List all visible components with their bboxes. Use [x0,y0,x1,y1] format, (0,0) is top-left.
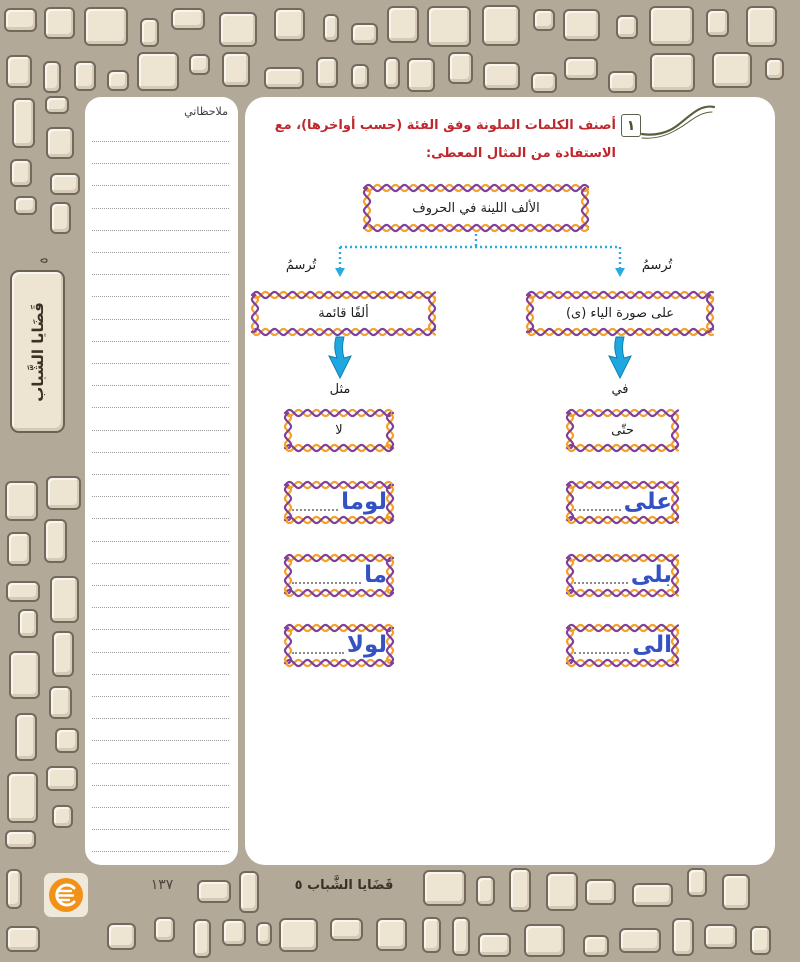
stone-tile [704,924,737,949]
stone-tile [750,926,771,955]
stone-tile [154,917,175,942]
stone-tile [650,53,695,92]
notes-ruled-line [92,652,229,653]
notes-ruled-line [92,185,229,186]
answer-dotted-line [574,509,621,511]
stone-tile [712,52,752,88]
stone-tile [387,6,419,43]
notes-ruled-line [92,407,229,408]
stone-tile [524,924,565,957]
stone-tile [583,935,609,957]
question-text-line-2: الاستفادة من المثال المعطى: [425,146,616,161]
connector-label-left: تُرسمُ [285,258,317,273]
stone-tile [55,728,79,753]
notes-ruled-line [92,629,229,630]
notes-ruled-line [92,296,229,297]
answer-field[interactable] [292,629,387,657]
notes-ruled-line [92,163,229,164]
stone-tile [222,52,250,87]
stone-tile [407,58,435,92]
notes-ruled-line [92,763,229,764]
notes-ruled-line [92,851,229,852]
stone-tile [5,481,38,521]
notes-ruled-line [92,674,229,675]
stone-tile [137,52,179,91]
answer-field[interactable] [574,629,672,657]
root-concept-box [362,183,590,233]
stone-tile [43,61,61,93]
notes-ruled-line [92,785,229,786]
category-label: ألفًا قائمة [318,306,369,321]
notes-ruled-line [92,563,229,564]
stone-tile [7,532,31,566]
stone-tile [531,72,557,93]
answer-box-left-2[interactable] [283,553,395,598]
page-number: ١٣٧ [150,877,174,893]
answer-box-right-2[interactable] [565,553,680,598]
answer-field[interactable] [574,559,672,587]
stone-tile [351,23,378,45]
answer-box-right-3[interactable] [565,623,680,668]
notes-ruled-line [92,385,229,386]
notes-ruled-line [92,474,229,475]
stone-tile [44,519,67,563]
stone-tile [608,71,637,93]
stone-tile [193,919,211,958]
answer-word: بلى [630,562,672,588]
notes-title: ملاحظاتي [184,105,228,118]
stone-tile [6,869,22,909]
stone-tile [222,919,246,946]
stone-tile [264,67,304,89]
stone-tile [15,713,37,761]
stone-tile [476,876,495,906]
stone-tile [12,98,35,148]
stone-tile [18,609,38,638]
answer-word: على [623,489,672,515]
stone-tile [746,6,777,47]
answer-word: الى [632,632,672,658]
category-box-left [250,290,437,337]
notes-ruled-line [92,740,229,741]
stone-tile [672,918,694,956]
notes-ruled-line [92,319,229,320]
answer-word: لولا [346,632,387,658]
stone-tile [44,7,75,39]
answer-box-left-3[interactable] [283,623,395,668]
stone-tile [765,58,784,80]
publisher-logo-icon [42,871,90,919]
stone-tile [49,686,72,719]
stone-tile [722,874,750,910]
stone-tile [52,805,73,828]
stone-tile [46,127,74,159]
stone-tile [107,923,136,950]
stone-tile [50,576,79,623]
answer-box-right-1[interactable] [565,480,680,525]
stone-tile [482,5,520,46]
notes-ruled-line [92,607,229,608]
stone-tile [619,928,661,953]
notes-ruled-line [92,141,229,142]
stone-tile [632,883,673,907]
stone-tile [74,61,96,91]
stone-tile [585,879,616,905]
notes-ruled-line [92,252,229,253]
stone-tile [427,6,471,47]
answer-dotted-line [292,652,344,654]
answer-dotted-line [292,582,361,584]
stone-tile [46,476,81,510]
connector-label-right: تُرسمُ [641,258,673,273]
side-tab-title: قَضَايا الشَّباب [28,301,47,402]
stone-tile [448,52,473,84]
notes-ruled-line [92,718,229,719]
stone-tile [509,868,531,912]
stone-tile [6,926,40,952]
stone-tile [687,868,707,897]
answer-field[interactable] [292,486,387,514]
stone-tile [45,96,69,114]
root-concept-label: الألف اللينة في الحروف [412,200,540,216]
notes-ruled-line [92,496,229,497]
question-text-line-1: أصنف الكلمات الملونة وفق الفئة (حسب أواخرها)، مع [274,118,616,133]
stone-tile [616,15,638,39]
stone-tile [706,9,729,37]
stone-tile [452,917,470,956]
stone-tile [330,918,363,941]
stone-tile [323,14,339,42]
notes-ruled-line [92,585,229,586]
stone-tile [189,54,210,75]
stone-tile [10,159,32,187]
stone-tile [6,581,40,602]
stone-tile [6,55,32,88]
notes-ruled-line [92,363,229,364]
notes-ruled-line [92,452,229,453]
stone-tile [256,922,272,946]
footer-book-title: قَضَايا الشَّباب ٥ [294,878,394,893]
stone-tile [649,6,694,46]
notes-ruled-line [92,230,229,231]
stone-tile [563,9,600,41]
stone-tile [5,830,36,849]
stone-tile [84,7,128,46]
category-box-right [525,290,715,337]
notes-ruled-line [92,274,229,275]
answer-dotted-line [292,509,338,511]
answer-field[interactable] [292,559,387,587]
notes-ruled-line [92,829,229,830]
answer-box-left-1[interactable] [283,480,395,525]
stone-tile [14,196,37,215]
stone-tile [274,8,305,41]
stone-tile [140,18,159,47]
side-tab-unit-number: ٥ [37,257,51,264]
notes-ruled-line [92,696,229,697]
answer-dotted-line [574,582,628,584]
stone-tile [483,62,520,90]
stone-tile [9,651,40,699]
stone-tile [422,917,441,953]
stone-tile [423,870,466,906]
stone-tile [316,57,338,88]
notes-ruled-line [92,807,229,808]
stone-tile [546,872,578,911]
example-label-right: في [611,382,629,397]
notes-ruled-line [92,208,229,209]
stone-tile [52,631,74,677]
example-box-right [565,408,680,453]
example-word: حتّى [611,423,634,438]
stone-tile [107,70,129,91]
notes-lines[interactable] [92,97,229,865]
answer-dotted-line [574,652,629,654]
stone-tile [478,933,511,957]
notes-panel [85,97,238,865]
stone-tile [279,918,318,952]
question-number: ١ [621,114,641,137]
answer-field[interactable] [574,486,672,514]
notes-ruled-line [92,341,229,342]
side-tab [10,270,65,433]
example-label-left: مثل [329,382,351,397]
stone-tile [4,8,37,32]
notes-ruled-line [92,541,229,542]
stone-tile [564,57,598,80]
stone-tile [533,9,555,31]
stone-tile [239,871,259,913]
stone-tile [384,57,400,89]
stone-tile [171,8,205,30]
answer-word: لوما [341,489,387,515]
stone-tile [50,173,80,195]
example-word: لا [335,423,343,438]
notes-ruled-line [92,518,229,519]
answer-word: ما [364,562,387,588]
stone-tile [50,202,71,234]
stone-tile [351,64,369,89]
notes-ruled-line [92,430,229,431]
stone-tile [219,12,257,47]
stone-tile [376,918,407,951]
category-label: على صورة الياء (ى) [565,306,675,321]
stone-tile [197,880,231,903]
example-box-left [283,408,395,453]
stone-tile [46,766,78,791]
stone-tile [7,772,38,823]
